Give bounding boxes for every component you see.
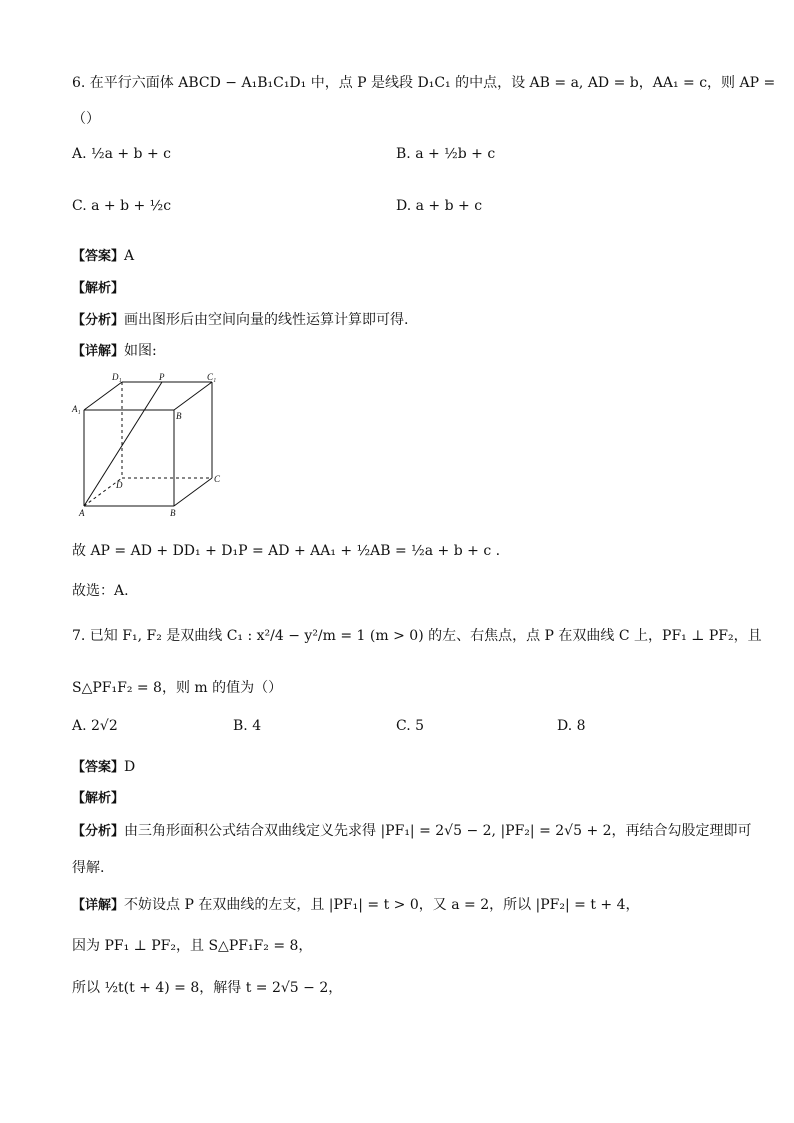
label-d: D [116,480,123,490]
q6-fenxi [72,309,408,329]
parallelepiped-figure [70,370,230,520]
q6-option-d: D. a + b + c [396,198,483,214]
fenxi-label: 【分析】 [72,824,125,839]
q7-answer [72,756,135,775]
fenxi-label: 【分析】 [72,313,125,328]
label-d1: D₁ [112,372,122,382]
q6-stem-line2: （） [72,111,100,127]
q7-fenxi-line1 [72,820,752,840]
q7-option-b: B. 4 [233,718,262,734]
q6-stem-line1: 6. 在平行六面体 ABCD − A₁B₁C₁D₁ 中，点 P 是线段 D₁C₁ 的中点，设 AB = a, AD = b，AA₁ = c，则 AP = [72,75,776,91]
label-b1: B [176,411,182,421]
q7-option-d: D. 8 [557,718,586,734]
detail-label: 【详解】 [72,898,125,913]
label-p: P [159,372,165,382]
q6-option-b: B. a + ½b + c [396,146,496,162]
label-a: A [79,508,85,518]
edge-a1d1 [84,382,122,410]
q7-option-c: C. 5 [396,718,425,734]
fenxi-text: 由三角形面积公式结合双曲线定义先求得 |PF₁| = 2√5 − 2, |PF₂| = 2√5 + 2，再结合勾股定理即可 [124,823,752,839]
q7-stem-line1: 7. 已知 F₁, F₂ 是双曲线 C₁ : x²/4 − y²/m = 1 (m > 0) 的左、右焦点，点 P 在双曲线 C 上，PF₁ ⊥ PF₂，且 [72,628,762,644]
answer-value: A [124,248,135,264]
answer-label: 【答案】 [72,760,125,775]
q6-derivation: 故 AP = AD + DD₁ + D₁P = AD + AA₁ + ½AB = ½a + b + c . [72,543,501,559]
detail-text: 如图: [124,343,157,359]
fenxi-text: 画出图形后由空间向量的线性运算计算即可得. [124,312,409,328]
q7-stem-line2: S△PF₁F₂ = 8，则 m 的值为（） [72,680,283,696]
q6-analysis-title: 【解析】 [72,281,125,296]
q6-option-c: C. a + b + ½c [72,198,172,214]
detail-text: 不妨设点 P 在双曲线的左支，且 |PF₁| = t > 0，又 a = 2，所以 |PF₂| = t + 4， [124,897,640,913]
q6-conclusion: 故选：A. [72,583,129,599]
q6-answer [72,245,134,264]
label-b: B [170,508,176,518]
q7-option-a: A. 2√2 [72,718,118,734]
answer-label: 【答案】 [72,249,125,264]
q7-fenxi-line2: 得解. [72,860,105,876]
q7-detail-line1 [72,894,640,914]
edge-bc [174,478,212,506]
answer-value: D [124,759,136,775]
segment-ap [84,382,162,506]
edge-b1c1 [174,382,212,410]
q7-detail-line3: 所以 ½t(t + 4) = 8，解得 t = 2√5 − 2， [72,980,343,996]
q6-detail [72,340,157,360]
q6-option-a: A. ½a + b + c [72,146,171,162]
label-a1: A₁ [72,404,81,414]
detail-label: 【详解】 [72,344,125,359]
q7-detail-line2: 因为 PF₁ ⊥ PF₂，且 S△PF₁F₂ = 8， [72,938,313,954]
label-c: C [214,474,221,484]
label-c1: C₁ [207,372,217,382]
q7-analysis-title: 【解析】 [72,791,125,806]
